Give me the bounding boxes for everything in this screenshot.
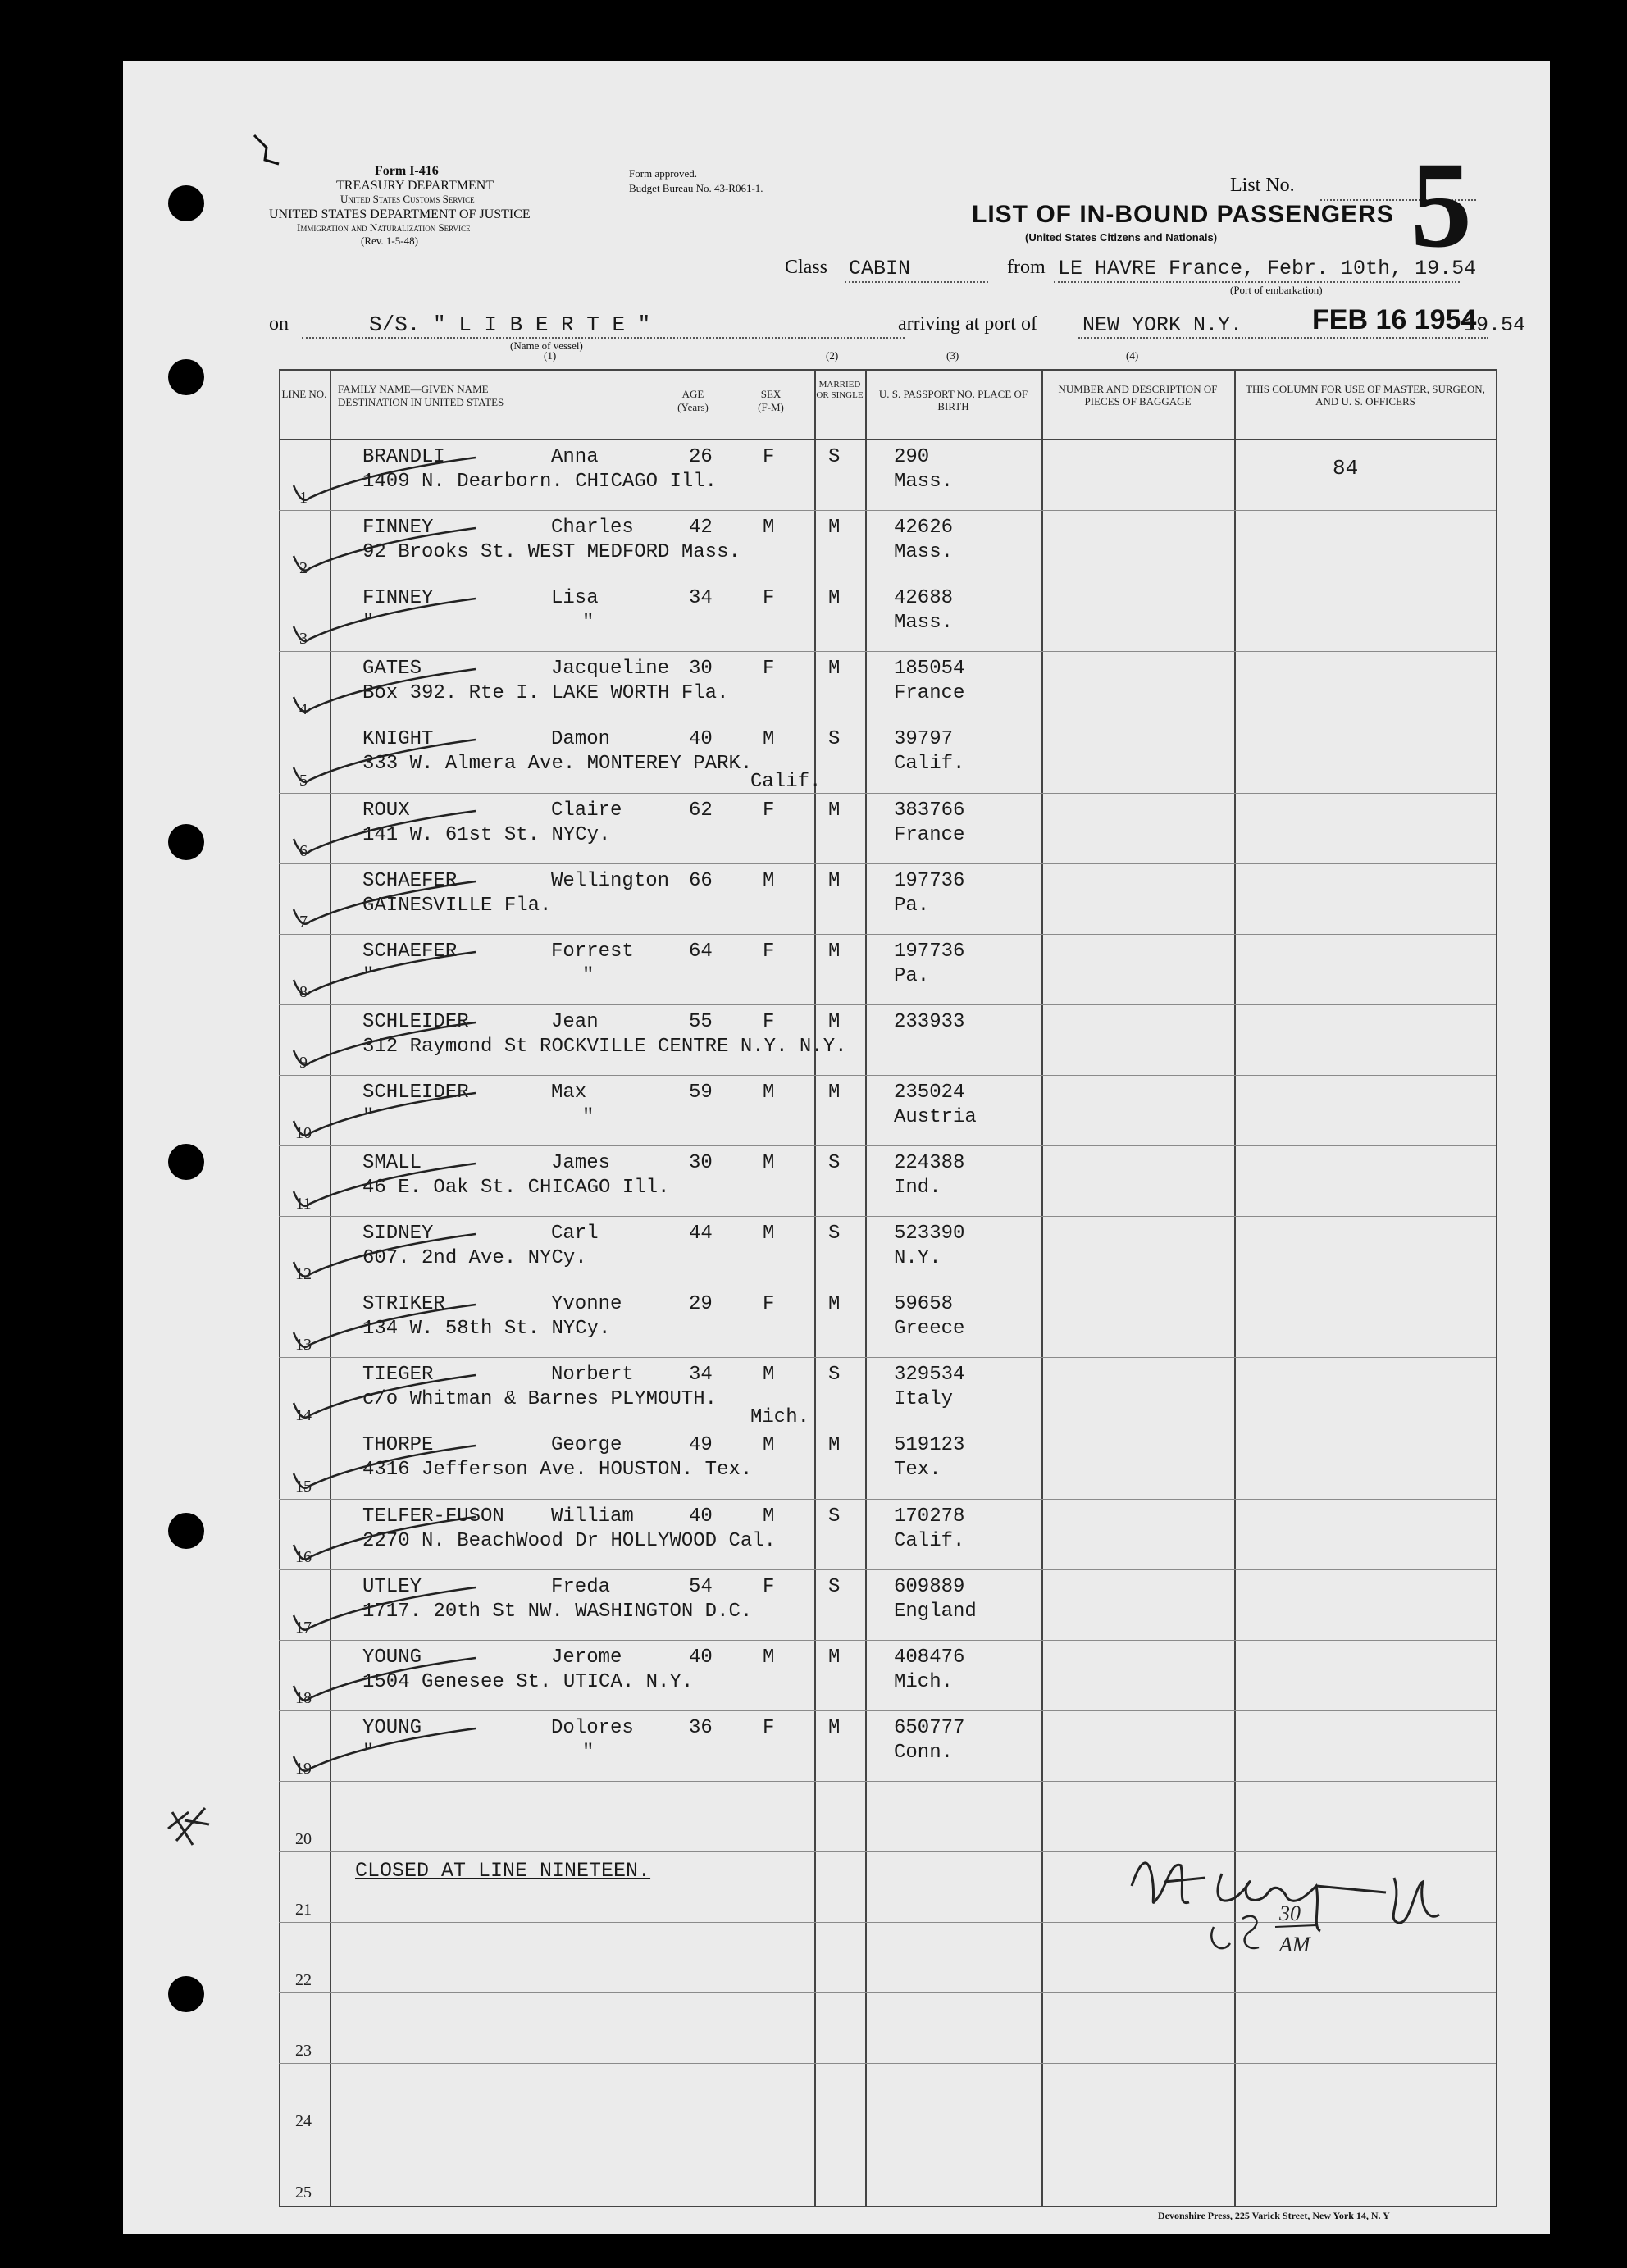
row-rule	[279, 1640, 1496, 1641]
line-number: 25	[295, 2183, 312, 2202]
row-rule	[279, 1992, 1496, 1993]
vessel-caption: (Name of vessel)	[510, 339, 583, 352]
check-mark	[287, 1018, 484, 1075]
passenger-sex: F	[763, 1716, 775, 1739]
place-of-birth: Mass.	[894, 541, 954, 564]
check-mark	[287, 1370, 484, 1428]
passenger-age: 40	[689, 1505, 713, 1528]
passenger-marital: S	[828, 1575, 841, 1598]
check-mark	[287, 664, 484, 722]
place-of-birth: Conn.	[894, 1741, 954, 1764]
place-of-birth: Tex.	[894, 1459, 941, 1482]
col-header-married: MARRIED OR SINGLE	[816, 380, 864, 400]
svg-text:30: 30	[1279, 1901, 1301, 1925]
place-of-birth: N.Y.	[894, 1247, 941, 1270]
passenger-sex: F	[763, 446, 775, 468]
passenger-family-name: SIDNEY	[362, 1223, 434, 1246]
class-value: CABIN	[849, 257, 911, 280]
passenger-marital: M	[828, 1434, 841, 1457]
given-ditto: "	[582, 1105, 595, 1128]
passenger-age: 30	[689, 1152, 713, 1174]
arriving-line	[1078, 337, 1488, 339]
passport-number: 224388	[894, 1152, 965, 1174]
place-of-birth: Calif.	[894, 1529, 965, 1552]
passport-number: 408476	[894, 1646, 965, 1669]
passenger-marital: M	[828, 1010, 841, 1033]
check-mark	[287, 877, 484, 934]
dept-justice-sub: Immigration and Naturalization Service	[297, 221, 471, 234]
printer-imprint: Devonshire Press, 225 Varick Street, New York 14, N. Y	[1158, 2210, 1390, 2221]
passport-number: 609889	[894, 1575, 965, 1598]
arrival-year: 19.54	[1464, 313, 1526, 337]
line-number: 10	[295, 1124, 312, 1142]
closed-note: CLOSED AT LINE NINETEEN.	[355, 1859, 651, 1883]
line-number: 2	[299, 559, 308, 578]
passenger-given-name: Jean	[551, 1010, 599, 1033]
form-approved: Form approved.	[629, 167, 698, 180]
line-number: 19	[295, 1759, 312, 1778]
col-header-age: AGE	[681, 388, 704, 400]
col-num-2: (2)	[826, 349, 839, 362]
line-number: 20	[295, 1830, 312, 1848]
binder-hole	[168, 1144, 204, 1180]
passenger-given-name: James	[551, 1152, 611, 1174]
form-number: Form I-416	[375, 164, 439, 178]
destination: GAINESVILLE Fla.	[362, 894, 552, 917]
destination: 92 Brooks St. WEST MEDFORD Mass.	[362, 541, 741, 564]
passport-number: 185054	[894, 658, 965, 681]
passenger-sex: M	[763, 1434, 775, 1457]
passenger-age: 40	[689, 1646, 713, 1669]
row-rule	[279, 1216, 1496, 1217]
row-rule	[279, 1499, 1496, 1500]
line-number: 18	[295, 1688, 312, 1707]
passenger-family-name: FINNEY	[362, 587, 434, 610]
passenger-given-name: George	[551, 1434, 622, 1457]
col-header-baggage: NUMBER AND DESCRIPTION OF PIECES OF BAGGAGE	[1058, 383, 1218, 408]
passenger-age: 34	[689, 1364, 713, 1387]
passenger-sex: F	[763, 1293, 775, 1316]
check-mark	[287, 1229, 484, 1287]
given-ditto: "	[582, 612, 595, 635]
place-of-birth: France	[894, 682, 965, 705]
list-no-label: List No.	[1230, 175, 1295, 196]
passenger-family-name: TIEGER	[362, 1364, 434, 1387]
col-header-line-no: LINE NO.	[281, 388, 327, 400]
passenger-age: 42	[689, 517, 713, 540]
passenger-age: 49	[689, 1434, 713, 1457]
col-header-age-sub: (Years)	[677, 401, 709, 413]
destination: "	[362, 1741, 375, 1764]
line-number: 15	[295, 1477, 312, 1496]
table-header-rule	[279, 439, 1496, 440]
line-number: 8	[299, 982, 308, 1001]
line-number: 9	[299, 1053, 308, 1072]
place-of-birth: Pa.	[894, 894, 930, 917]
check-mark	[287, 1724, 484, 1781]
check-mark	[287, 735, 484, 792]
col-header-passport: U. S. PASSPORT NO. PLACE OF BIRTH	[878, 388, 1028, 412]
passport-number: 42626	[894, 517, 954, 540]
passenger-family-name: SCHAEFER	[362, 940, 458, 963]
passenger-given-name: Dolores	[551, 1716, 634, 1739]
port-embarkation-caption: (Port of embarkation)	[1230, 284, 1323, 296]
row-rule	[279, 1357, 1496, 1358]
passenger-age: 66	[689, 869, 713, 892]
passenger-age: 29	[689, 1293, 713, 1316]
place-of-birth: Greece	[894, 1318, 965, 1341]
col-header-destination: DESTINATION IN UNITED STATES	[338, 396, 504, 408]
class-label: Class	[785, 257, 828, 278]
passenger-marital: S	[828, 1152, 841, 1174]
col-num-4: (4)	[1126, 349, 1139, 362]
place-of-birth: England	[894, 1600, 977, 1623]
passenger-sex: M	[763, 1646, 775, 1669]
passport-number: 523390	[894, 1223, 965, 1246]
passenger-sex: M	[763, 1152, 775, 1174]
binder-hole	[168, 1976, 204, 2012]
passenger-sex: F	[763, 1575, 775, 1598]
passenger-family-name: SCHLEIDER	[362, 1081, 469, 1104]
passenger-given-name: Jerome	[551, 1646, 622, 1669]
col-header-officers: THIS COLUMN FOR USE OF MASTER, SURGEON, AND U. S. OFFICERS	[1246, 383, 1485, 408]
passenger-given-name: Carl	[551, 1223, 599, 1246]
line-number: 7	[299, 912, 308, 931]
check-mark	[287, 1583, 484, 1640]
passenger-marital: M	[828, 1646, 841, 1669]
passenger-family-name: SCHAEFER	[362, 869, 458, 892]
passenger-age: 44	[689, 1223, 713, 1246]
corner-mark	[250, 131, 283, 180]
row-rule	[279, 1710, 1496, 1711]
place-of-birth: Ind.	[894, 1177, 941, 1199]
passenger-marital: S	[828, 1505, 841, 1528]
arriving-label: arriving at port of	[898, 313, 1037, 335]
from-value: LE HAVRE France, Febr. 10th, 19.54	[1058, 257, 1477, 280]
passenger-marital: M	[828, 517, 841, 540]
line-number: 11	[295, 1195, 312, 1214]
passenger-family-name: GATES	[362, 658, 422, 681]
passenger-given-name: Yvonne	[551, 1293, 622, 1316]
check-mark	[287, 1159, 484, 1216]
passenger-sex: M	[763, 728, 775, 751]
passenger-marital: M	[828, 1081, 841, 1104]
destination: 333 W. Almera Ave. MONTEREY PARK.	[362, 753, 753, 776]
col-num-1: (1)	[544, 349, 557, 362]
officer-note: 84	[1333, 456, 1359, 480]
on-label: on	[269, 313, 289, 335]
row-rule	[279, 651, 1496, 652]
row-rule	[279, 1569, 1496, 1570]
binder-hole	[168, 359, 204, 395]
svg-text:AM: AM	[1279, 1933, 1310, 1956]
destination: 4316 Jefferson Ave. HOUSTON. Tex.	[362, 1459, 753, 1482]
row-rule	[279, 510, 1496, 511]
destination: 134 W. 58th St. NYCy.	[362, 1318, 611, 1341]
from-label: from	[1007, 257, 1046, 278]
passenger-given-name: Max	[551, 1081, 587, 1104]
passenger-marital: M	[828, 869, 841, 892]
passenger-age: 64	[689, 940, 713, 963]
passport-number: 42688	[894, 587, 954, 610]
dept-justice: UNITED STATES DEPARTMENT OF JUSTICE	[269, 207, 531, 221]
passport-number: 39797	[894, 728, 954, 751]
vessel-line	[302, 337, 905, 339]
destination: "	[362, 612, 375, 635]
check-mark	[287, 1088, 484, 1145]
passenger-given-name: William	[551, 1505, 634, 1528]
arriving-port: NEW YORK N.Y.	[1082, 313, 1243, 337]
passenger-family-name: STRIKER	[362, 1293, 445, 1316]
passenger-age: 62	[689, 799, 713, 822]
destination: 46 E. Oak St. CHICAGO Ill.	[362, 1177, 670, 1199]
place-of-birth: Mich.	[894, 1670, 954, 1693]
destination: 141 W. 61st St. NYCy.	[362, 823, 611, 846]
passenger-family-name: YOUNG	[362, 1716, 422, 1739]
passenger-marital: M	[828, 587, 841, 610]
passport-number: 170278	[894, 1505, 965, 1528]
passenger-age: 26	[689, 446, 713, 468]
passenger-family-name: THORPE	[362, 1434, 434, 1457]
passenger-age: 55	[689, 1010, 713, 1033]
passport-number: 383766	[894, 799, 965, 822]
passenger-marital: M	[828, 658, 841, 681]
destination-state: Calif.	[750, 771, 822, 794]
binder-hole	[168, 185, 204, 221]
passenger-sex: F	[763, 658, 775, 681]
passenger-given-name: Lisa	[551, 587, 599, 610]
passenger-age: 54	[689, 1575, 713, 1598]
page-subtitle: (United States Citizens and Nationals)	[1025, 231, 1218, 244]
passport-number: 235024	[894, 1081, 965, 1104]
binder-hole	[168, 824, 204, 860]
place-of-birth: Pa.	[894, 964, 930, 987]
check-mark	[287, 594, 484, 651]
line-number: 5	[299, 771, 308, 790]
line-number: 12	[295, 1265, 312, 1284]
budget-bureau: Budget Bureau No. 43-R061-1.	[629, 182, 763, 194]
check-mark	[287, 453, 484, 510]
passenger-family-name: SCHLEIDER	[362, 1010, 469, 1033]
given-ditto: "	[582, 964, 595, 987]
passport-number: 59658	[894, 1293, 954, 1316]
from-line	[1054, 281, 1460, 283]
dept-treasury-sub: United States Customs Service	[340, 193, 475, 205]
place-of-birth: Calif.	[894, 753, 965, 776]
class-line	[845, 281, 988, 283]
col-header-name: FAMILY NAME—GIVEN NAME	[338, 383, 489, 395]
passenger-sex: M	[763, 517, 775, 540]
check-mark	[287, 806, 484, 863]
given-ditto: "	[582, 1741, 595, 1764]
check-mark	[287, 1441, 484, 1498]
passenger-sex: M	[763, 1081, 775, 1104]
passenger-given-name: Norbert	[551, 1364, 634, 1387]
destination: Box 392. Rte I. LAKE WORTH Fla.	[362, 682, 729, 705]
passenger-sex: F	[763, 587, 775, 610]
passenger-family-name: TELFER-FUSON	[362, 1505, 504, 1528]
row-rule	[279, 934, 1496, 935]
destination: 2270 N. BeachWood Dr HOLLYWOOD Cal.	[362, 1529, 777, 1552]
check-mark	[287, 523, 484, 581]
form-revision: (Rev. 1-5-48)	[361, 235, 418, 247]
destination: 312 Raymond St ROCKVILLE CENTRE N.Y. N.Y.	[362, 1035, 847, 1058]
destination: 1717. 20th St NW. WASHINGTON D.C.	[362, 1600, 753, 1623]
binder-hole	[168, 1513, 204, 1549]
check-mark	[287, 1300, 484, 1357]
margin-mark	[160, 1804, 217, 1853]
passenger-marital: M	[828, 799, 841, 822]
passenger-given-name: Freda	[551, 1575, 611, 1598]
col-header-sex: SEX	[760, 388, 782, 400]
passenger-age: 34	[689, 587, 713, 610]
row-rule	[279, 1781, 1496, 1782]
passenger-sex: F	[763, 799, 775, 822]
passenger-given-name: Anna	[551, 446, 599, 468]
destination: 607. 2nd Ave. NYCy.	[362, 1247, 587, 1270]
line-number: 14	[295, 1406, 312, 1425]
line-number: 6	[299, 841, 308, 860]
passenger-family-name: KNIGHT	[362, 728, 434, 751]
passport-number: 197736	[894, 940, 965, 963]
form-sheet	[123, 61, 1550, 2234]
dept-treasury: TREASURY DEPARTMENT	[336, 179, 494, 193]
line-number: 16	[295, 1547, 312, 1566]
passenger-given-name: Charles	[551, 517, 634, 540]
place-of-birth: Mass.	[894, 471, 954, 493]
passenger-sex: M	[763, 869, 775, 892]
place-of-birth: Italy	[894, 1388, 954, 1411]
passenger-given-name: Wellington	[551, 869, 670, 892]
passenger-family-name: ROUX	[362, 799, 410, 822]
passenger-age: 30	[689, 658, 713, 681]
passenger-sex: F	[763, 940, 775, 963]
destination: 1504 Genesee St. UTICA. N.Y.	[362, 1670, 694, 1693]
passenger-sex: M	[763, 1364, 775, 1387]
row-rule	[279, 1004, 1496, 1005]
passenger-given-name: Damon	[551, 728, 611, 751]
destination-state: Mich.	[750, 1406, 810, 1429]
passenger-marital: S	[828, 446, 841, 468]
arrival-date-stamp: FEB 16 1954	[1312, 304, 1477, 335]
passport-number: 233933	[894, 1010, 965, 1033]
passenger-marital: M	[828, 1716, 841, 1739]
passport-number: 197736	[894, 869, 965, 892]
passport-number: 290	[894, 446, 930, 468]
row-rule	[279, 2063, 1496, 2064]
col-header-sex-sub: (F-M)	[758, 401, 784, 413]
row-rule	[279, 1075, 1496, 1076]
row-rule	[279, 863, 1496, 864]
line-number: 17	[295, 1618, 312, 1637]
check-mark	[287, 1653, 484, 1710]
passport-number: 329534	[894, 1364, 965, 1387]
place-of-birth: Austria	[894, 1105, 977, 1128]
line-number: 4	[299, 700, 308, 719]
destination: "	[362, 1105, 375, 1128]
vessel-name: S/S. " L I B E R T E "	[369, 312, 651, 337]
passport-number: 650777	[894, 1716, 965, 1739]
line-number: 13	[295, 1336, 312, 1355]
passenger-marital: S	[828, 1364, 841, 1387]
line-number: 21	[295, 1901, 312, 1920]
line-number: 24	[295, 2112, 312, 2131]
passenger-marital: M	[828, 940, 841, 963]
passenger-sex: M	[763, 1505, 775, 1528]
destination: 1409 N. Dearborn. CHICAGO Ill.	[362, 471, 718, 493]
passenger-marital: M	[828, 1293, 841, 1316]
passenger-family-name: YOUNG	[362, 1646, 422, 1669]
page-title: LIST OF IN-BOUND PASSENGERS	[972, 201, 1394, 228]
passenger-sex: F	[763, 1010, 775, 1033]
destination: c/o Whitman & Barnes PLYMOUTH.	[362, 1388, 718, 1411]
passenger-family-name: BRANDLI	[362, 446, 445, 468]
place-of-birth: Mass.	[894, 612, 954, 635]
passenger-marital: S	[828, 728, 841, 751]
check-mark	[287, 1512, 484, 1569]
line-number: 1	[299, 489, 308, 508]
passenger-age: 59	[689, 1081, 713, 1104]
passenger-family-name: SMALL	[362, 1152, 422, 1174]
check-mark	[287, 947, 484, 1004]
passenger-given-name: Claire	[551, 799, 622, 822]
passenger-family-name: UTLEY	[362, 1575, 422, 1598]
passenger-given-name: Forrest	[551, 940, 634, 963]
passport-number: 519123	[894, 1434, 965, 1457]
line-number: 3	[299, 630, 308, 649]
col-num-3: (3)	[946, 349, 959, 362]
line-number: 22	[295, 1971, 312, 1990]
destination: "	[362, 964, 375, 987]
passenger-family-name: FINNEY	[362, 517, 434, 540]
passenger-age: 40	[689, 728, 713, 751]
passenger-age: 36	[689, 1716, 713, 1739]
passenger-sex: M	[763, 1223, 775, 1246]
row-rule	[279, 1145, 1496, 1146]
list-number: 5	[1411, 137, 1472, 273]
officer-signature	[1115, 1829, 1509, 1960]
place-of-birth: France	[894, 823, 965, 846]
row-rule	[279, 793, 1496, 794]
line-number: 23	[295, 2042, 312, 2061]
passenger-marital: S	[828, 1223, 841, 1246]
passenger-given-name: Jacqueline	[551, 658, 670, 681]
